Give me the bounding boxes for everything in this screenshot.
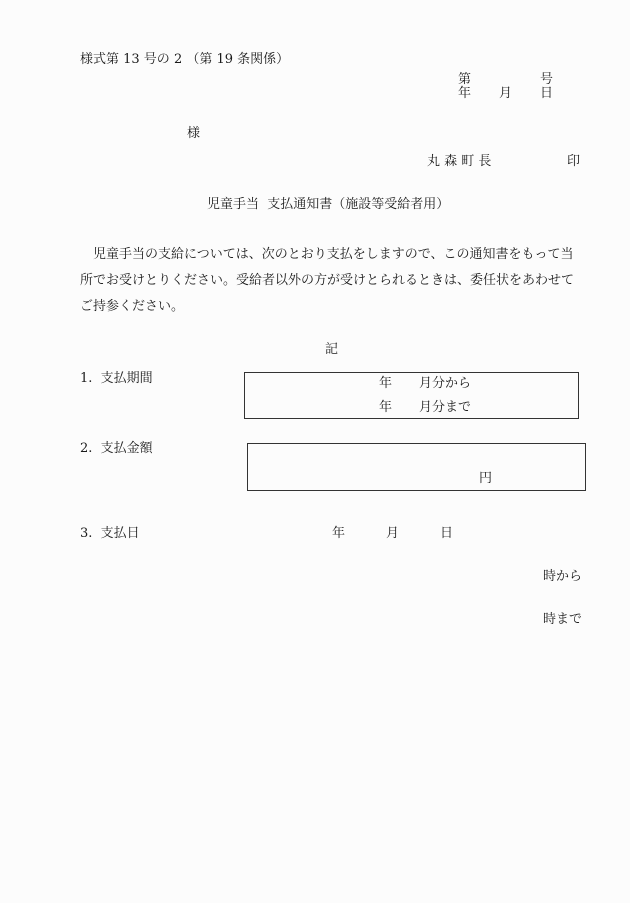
period-to-year: 年 bbox=[379, 400, 393, 415]
period-from-month: 月分から bbox=[419, 376, 472, 391]
seal-mark: 印 bbox=[567, 154, 581, 169]
number-label-go: 号 bbox=[540, 72, 554, 87]
time-from: 時から bbox=[543, 569, 583, 584]
amount-box bbox=[247, 443, 586, 491]
payday-label: 3. 支払日 bbox=[80, 526, 140, 541]
date-year-label: 年 bbox=[458, 86, 472, 101]
form-id: 様式第 13 号の 2 （第 19 条関係） bbox=[80, 52, 290, 67]
payday-year: 年 bbox=[332, 526, 346, 541]
date-day-label: 日 bbox=[540, 86, 554, 101]
amount-label: 2. 支払金額 bbox=[80, 441, 153, 456]
ki-heading: 記 bbox=[325, 342, 339, 357]
period-from-year: 年 bbox=[379, 376, 393, 391]
body-line: 児童手当の支給については、次のとおり支払をしますので、この通知書をもって当 bbox=[80, 247, 574, 262]
body-line: ご持参ください。 bbox=[80, 299, 185, 314]
body-line: 所でお受けとりください。受給者以外の方が受けとられるときは、委任状をあわせて bbox=[80, 273, 575, 288]
document-title: 児童手当 支払通知書（施設等受給者用） bbox=[207, 197, 450, 212]
payday-month: 月 bbox=[386, 526, 400, 541]
amount-unit: 円 bbox=[479, 471, 493, 486]
period-box bbox=[244, 372, 579, 419]
time-to: 時まで bbox=[543, 612, 583, 627]
recipient-honorific: 様 bbox=[187, 126, 201, 141]
issuer-name: 丸 森 町 長 bbox=[427, 154, 492, 169]
body-paragraph bbox=[80, 242, 590, 320]
number-label-dai: 第 bbox=[458, 72, 472, 87]
payday-day: 日 bbox=[440, 526, 454, 541]
period-label: 1. 支払期間 bbox=[80, 371, 153, 386]
period-to-month: 月分まで bbox=[419, 400, 472, 415]
date-month-label: 月 bbox=[499, 86, 513, 101]
